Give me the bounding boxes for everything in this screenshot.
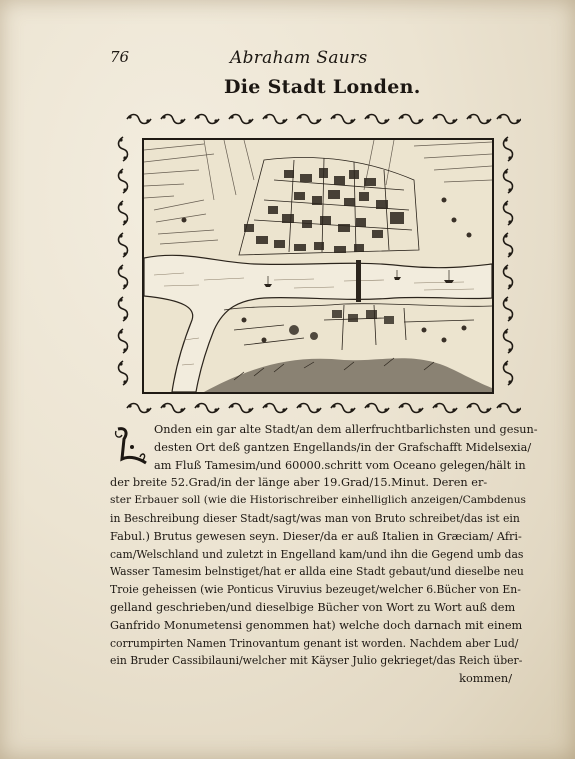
text-line: am Fluß Tamesim/und 60000.schritt vom Oceano gelegen/hält in (154, 458, 526, 472)
body-text (110, 421, 538, 688)
text-line: Ganfrido Monumetensi genommen hat) welche doch darnach mit einem (110, 618, 523, 632)
text-line: cam/Welschland und zuletzt in Engelland kam/und ihn die Gegend umb das (110, 547, 524, 561)
text-line: Wasser Tamesim belnstiget/hat er allda eine Stadt gebaut/und dieselbe neu (110, 565, 524, 579)
text-line: in Beschreibung dieser Stadt/sagt/was man von Bruto schreibet/das ist ein (110, 511, 520, 525)
text-line: der breite 52.Grad/in der länge aber 19.Grad/15.Minut. Deren er- (110, 476, 488, 490)
running-head: Abraham Saurs (230, 48, 368, 68)
text-line: gelland geschrieben/und dieselbige Bücher von Wort zu Wort auß dem (110, 600, 516, 614)
london-map-woodcut (142, 138, 494, 394)
map-title: Die Stadt Londen. (224, 76, 421, 98)
text-line: corrumpirten Namen Trinovantum genant ist worden. Nachdem aber Lud/ (110, 636, 519, 650)
london-map-illustration (144, 140, 492, 392)
text-line: desten Ort deß gantzen Engellands/in der Grafschafft Midelsexia/ (154, 440, 532, 454)
text-line: ein Bruder Cassibilauni/welcher mit Käyser Julio gekrieget/das Reich über- (110, 654, 523, 668)
text-line: Troie geheissen (wie Ponticus Viruvius bezeuget/welcher 6.Bücher von En- (110, 583, 521, 597)
catchword: kommen/ (459, 672, 512, 686)
text-line: Onden ein gar alte Stadt/an dem allerfruchtbarlichsten und gesun- (154, 423, 538, 436)
text-line: Fabul.) Brutus gewesen seyn. Dieser/da er auß Italien in Græciam/ Afri- (110, 529, 522, 543)
text-line: ster Erbauer soll (wie die Historischreiber einhelliglich anzeigen/Cambdenus (110, 494, 526, 507)
page-number: 76 (110, 48, 130, 66)
